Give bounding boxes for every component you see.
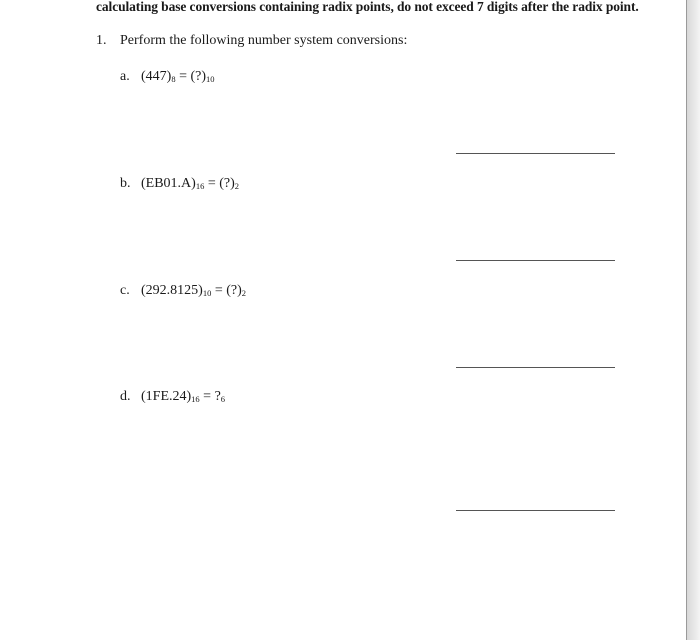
part-a-from-base: 8 <box>171 74 176 84</box>
page-margin-shade <box>687 0 700 640</box>
part-b-value: (EB01.A) <box>141 176 196 191</box>
part-d-to-base: 6 <box>220 394 226 404</box>
part-a-value: (447) <box>141 69 172 84</box>
question-number: 1. <box>96 33 107 48</box>
part-a-expression <box>141 69 215 85</box>
part-b-equals: = (?) <box>204 176 235 191</box>
instruction-text: calculating base conversions containing radix points, do not exceed 7 digits after the radix point. <box>96 0 639 14</box>
part-a-letter: a. <box>120 69 130 84</box>
part-c-from-base: 10 <box>202 288 212 298</box>
part-a-to-base: 10 <box>206 74 215 84</box>
part-a-answer-line[interactable] <box>456 153 615 154</box>
part-c-to-base: 2 <box>241 288 247 298</box>
part-b-answer-line[interactable] <box>456 260 615 261</box>
part-c-value: (292.8125) <box>141 283 203 298</box>
part-d-answer-line[interactable] <box>456 510 615 511</box>
part-c-equals: = (?) <box>211 283 242 298</box>
part-d-equals: = ? <box>199 389 221 404</box>
part-d-expression <box>141 389 225 405</box>
part-b-from-base: 16 <box>195 181 205 191</box>
part-a-equals: = (?) <box>175 69 207 84</box>
part-d-letter: d. <box>120 389 131 404</box>
part-c-letter: c. <box>120 283 130 298</box>
question-text: Perform the following number system conversions: <box>120 33 408 48</box>
part-b-expression <box>141 176 239 192</box>
part-c-expression <box>141 283 246 299</box>
part-d-value: (1FE.24) <box>141 389 192 404</box>
part-b-to-base: 2 <box>234 181 240 191</box>
part-c-answer-line[interactable] <box>456 367 615 368</box>
part-b-letter: b. <box>120 176 131 191</box>
part-d-from-base: 16 <box>191 394 200 404</box>
